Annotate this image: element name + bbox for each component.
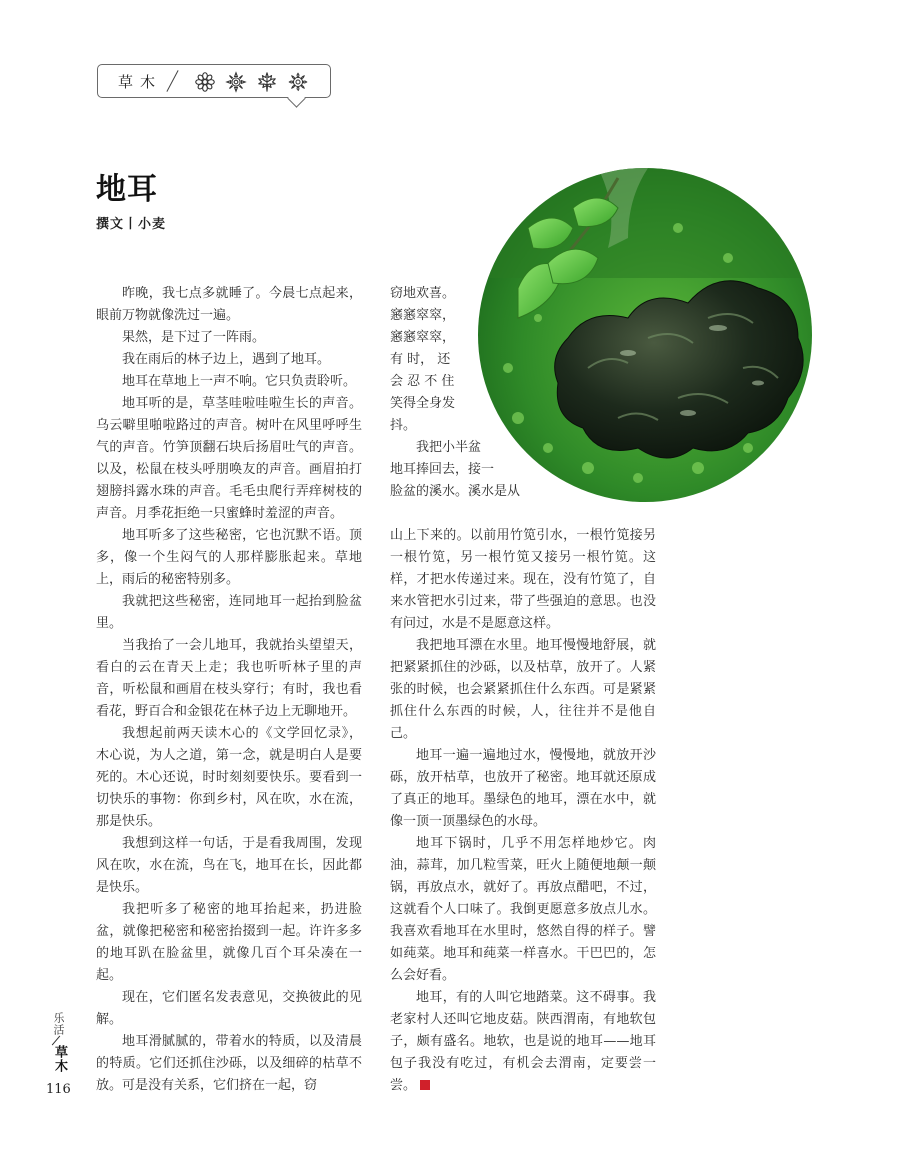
tag-divider-slash bbox=[166, 70, 178, 92]
paragraph: 我想起前两天读木心的《文学回忆录》，木心说，为人之道，第一念，就是明白人是要死的。木心还说，时时刻刻要快乐。要看到一切快乐的事物：你到乡村，风在吹，水在流，那是快乐。 bbox=[96, 726, 362, 829]
wrap-line: 我把小半盆 bbox=[390, 440, 482, 455]
paragraph: 地耳听多了这些秘密，它也沉默不语。顶多，像一个生闷气的人那样膨胀起来。草地上，雨后的秘密特别多。 bbox=[96, 528, 362, 587]
last-paragraph-text: 地耳，有的人叫它地踏菜。这不碍事。我老家村人还叫它地皮菇。陕西渭南，有地软包子，颇有盛名。地软，也是说的地耳——地耳包子我没有吃过，有机会去渭南，定要尝一尝。 bbox=[390, 990, 656, 1093]
wrap-line: 会 忍 不 住 bbox=[390, 374, 455, 389]
paragraph: 昨晚，我七点多就睡了。今晨七点起来，眼前万物就像洗过一遍。 bbox=[96, 286, 362, 323]
chrysanthemum-icon bbox=[287, 71, 309, 93]
folio-divider bbox=[52, 1036, 60, 1046]
paragraph: 地耳下锅时，几乎不用怎样地炒它。肉油，蒜茸，加几粒雪菜，旺火上随便地颠一颠锅，再放点水，就好了。再放点醋吧，不过，这就看个人口味了。我倒更愿意多放点儿水。我喜欢看地耳在水里时，悠然自得的样子。譬如莼菜。地耳和莼菜一样喜水。干巴巴的，怎么会好看。 bbox=[390, 836, 656, 983]
paragraph: 我想到这样一句话，于是看我周围，发现风在吹，水在流，鸟在飞，地耳在长，因此都是快乐。 bbox=[96, 836, 362, 895]
folio-section: 草木 bbox=[52, 1045, 67, 1073]
section-tag-label: 草木 bbox=[118, 72, 163, 91]
folio-magazine: 乐活 bbox=[52, 1012, 65, 1036]
paragraph: 山上下来的。以前用竹笕引水，一根竹笕接另一根竹笕，另一根竹笕又接另一根竹笕。这样，才把水传递过来。现在，没有竹笕了，自来水管把水引过来，带了些强迫的意思。也没有问过，水是不是愿意这样。 bbox=[390, 528, 656, 631]
text-column-left bbox=[96, 283, 362, 1097]
wrap-line: 笑得全身发 bbox=[390, 396, 456, 411]
wrap-line: 有 时， 还 bbox=[390, 352, 451, 367]
photo-illustration bbox=[478, 168, 812, 502]
wrap-line: 抖。 bbox=[390, 418, 417, 433]
paragraph: 地耳听的是，草茎哇啦哇啦生长的声音。乌云噼里啪啦路过的声音。树叶在风里呼呼生气的声音。竹笋顶翻石块后扬眉吐气的声音。以及，松鼠在枝头呼朋唤友的声音。画眉拍打翅膀抖露水珠的声音。毛毛虫爬行弄痒树枝的声音。月季花拒绝一只蜜蜂时羞涩的声音。 bbox=[96, 396, 362, 521]
section-tag-box bbox=[97, 64, 331, 98]
wrap-line: 脸盆的溪水。溪水是从 bbox=[390, 484, 521, 499]
maple-leaf-icon bbox=[256, 71, 278, 93]
text-column-right-wrap bbox=[390, 283, 520, 503]
article-title: 地耳 bbox=[96, 172, 158, 207]
wrap-line: 地耳捧回去，接一 bbox=[390, 462, 495, 477]
paragraph: 我把地耳漂在水里。地耳慢慢地舒展，就把紧紧抓住的沙砾，以及枯草，放开了。人紧张的时候，也会紧紧抓住什么东西。可是紧紧抓住什么东西的时候，人，往往并不是他自己。 bbox=[390, 638, 656, 741]
paragraph: 当我抬了一会儿地耳，我就抬头望望天，看白的云在青天上走；我也听听林子里的声音，听松鼠和画眉在枝头穿行；有时，我也看看花，野百合和金银花在林子边上无聊地开。 bbox=[96, 638, 362, 719]
wrap-line: 窸窸窣窣， bbox=[390, 308, 456, 323]
paragraph: 我把听多了秘密的地耳抬起来，扔进脸盆，就像把秘密和秘密抬掇到一起。许许多多的地耳趴在脸盆里，就像几百个耳朵凑在一起。 bbox=[96, 902, 362, 983]
flower-outline-icon bbox=[194, 71, 216, 93]
paragraph: 现在，它们匿名发表意见，交换彼此的见解。 bbox=[96, 990, 362, 1027]
section-icons bbox=[194, 71, 309, 93]
moss-fungus-photo bbox=[478, 168, 812, 502]
paragraph: 地耳一遍一遍地过水，慢慢地，就放开沙砾，放开枯草，也放开了秘密。地耳就还原成了真正的地耳。墨绿色的地耳，漂在水中，就像一顶一顶墨绿色的水母。 bbox=[390, 748, 656, 829]
byline: 撰文丨小麦 bbox=[96, 217, 167, 232]
sun-flower-icon bbox=[225, 71, 247, 93]
paragraph: 我就把这些秘密，连同地耳一起抬到脸盆里。 bbox=[96, 594, 362, 631]
folio bbox=[50, 1012, 70, 1073]
paragraph: 地耳在草地上一声不响。它只负责聆听。 bbox=[122, 374, 357, 389]
end-mark-icon bbox=[420, 1080, 430, 1090]
wrap-line: 窸窸窣窣， bbox=[390, 330, 456, 345]
text-column-right bbox=[390, 525, 656, 1097]
paragraph: 我在雨后的林子边上，遇到了地耳。 bbox=[122, 352, 331, 367]
paragraph: 果然，是下过了一阵雨。 bbox=[122, 330, 266, 345]
paragraph: 地耳滑腻腻的，带着水的特质，以及清晨的特质。它们还抓住沙砾，以及细碎的枯草不放。可是没有关系，它们挤在一起，窃 bbox=[96, 1034, 362, 1093]
wrap-line: 窃地欢喜。 bbox=[390, 286, 456, 301]
paragraph bbox=[390, 987, 656, 1097]
page-number: 116 bbox=[46, 1082, 71, 1097]
